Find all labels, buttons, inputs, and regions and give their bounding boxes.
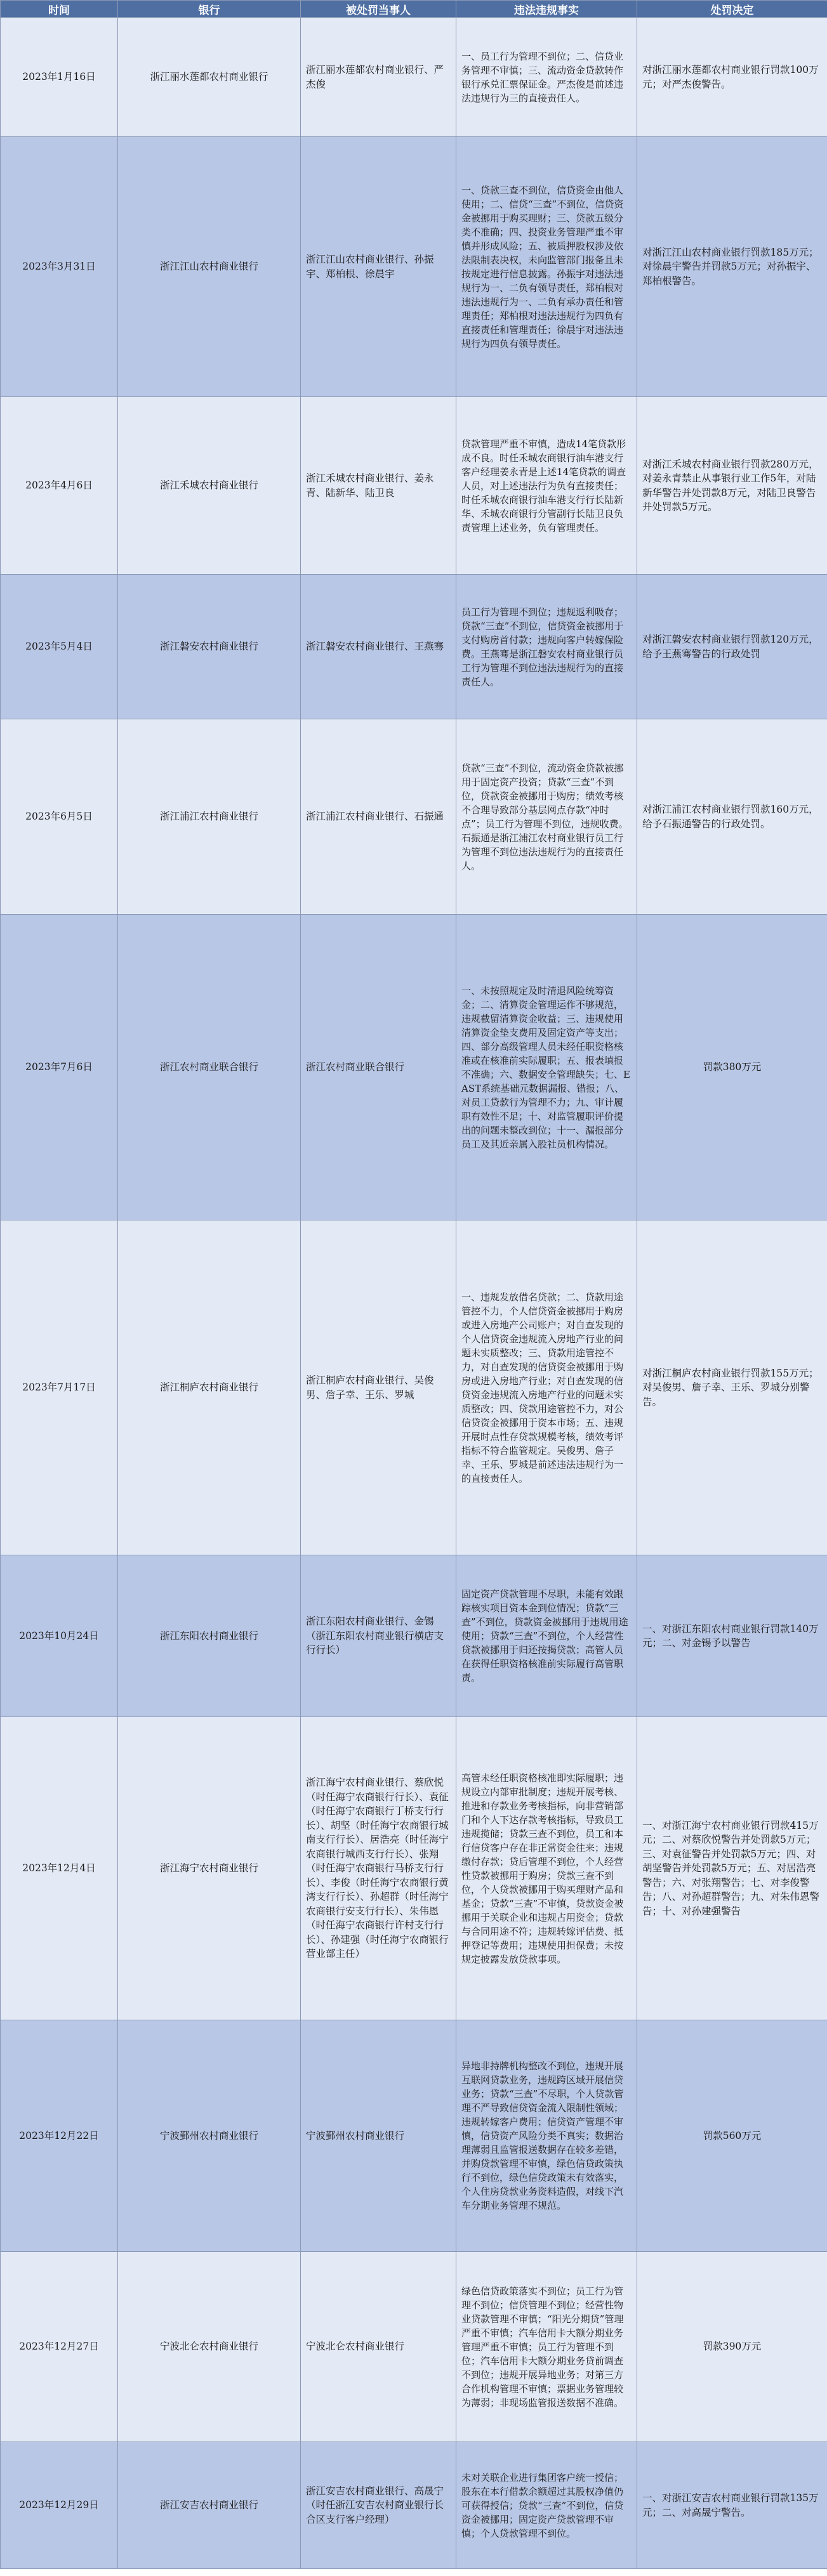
cell-date: 2023年12月4日 <box>1 1717 118 2020</box>
header-bank: 银行 <box>118 1 301 18</box>
header-facts: 违法违规事实 <box>456 1 637 18</box>
cell-party: 浙江禾城农村商业银行、姜永青、陆新华、陆卫良 <box>301 397 456 575</box>
cell-decision: 对浙江禾城农村商业银行罚款280万元，对姜永青禁止从事银行业工作5年，对陆新华警告并处罚款8万元，对陆卫良警告并处罚款5万元。 <box>637 397 827 575</box>
cell-party: 浙江农村商业联合银行 <box>301 915 456 1220</box>
header-decision: 处罚决定 <box>637 1 827 18</box>
cell-date: 2023年7月17日 <box>1 1220 118 1555</box>
table-header <box>1 1 827 18</box>
cell-bank: 浙江浦江农村商业银行 <box>118 719 301 915</box>
cell-date: 2023年10月24日 <box>1 1555 118 1717</box>
cell-facts: 未对关联企业进行集团客户统一授信；股东在本行借款余额超过其股权净值仍可获得授信；贷款“三查”不到位，信贷资金被挪用；固定资产贷款管理不审慎；个人贷款管理不到位。 <box>456 2442 637 2569</box>
cell-decision: 一、对浙江安吉农村商业银行罚款135万元；二、对高晟宁警告。 <box>637 2442 827 2569</box>
cell-date: 2023年12月27日 <box>1 2252 118 2442</box>
cell-bank: 浙江磐安农村商业银行 <box>118 575 301 719</box>
cell-party: 浙江安吉农村商业银行、高晟宁（时任浙江安吉农村商业银行长合区支行客户经理） <box>301 2442 456 2569</box>
cell-facts: 贷款“三查”不到位，流动资金贷款被挪用于固定资产投资；贷款“三查”不到位，贷款资金被挪用于购房；绩效考核不合理导致部分基层网点存款“冲时点”；员工行为管理不到位，违规收费。石振通是浙江浦江农村商业银行员工行为管理不到位违法违规行为的直接责任人。 <box>456 719 637 915</box>
cell-party: 浙江丽水莲都农村商业银行、严杰俊 <box>301 18 456 137</box>
cell-bank: 浙江安吉农村商业银行 <box>118 2442 301 2569</box>
cell-bank: 宁波鄞州农村商业银行 <box>118 2020 301 2252</box>
header-party: 被处罚当事人 <box>301 1 456 18</box>
cell-facts: 绿色信贷政策落实不到位；员工行为管理不到位；信贷管理不到位；经营性物业贷款管理不审慎；“阳光分期贷”管理严重不审慎；汽车信用卡大额分期业务管理严重不审慎；员工行为管理不到位；汽车信用卡大额分期业务贷前调查不到位；违规开展异地业务；对第三方合作机构管理不审慎；票据业务管理较为薄弱；非现场监管报送数据不准确。 <box>456 2252 637 2442</box>
cell-decision: 一、对浙江东阳农村商业银行罚款140万元；二、对金锡予以警告 <box>637 1555 827 1717</box>
cell-facts: 一、违规发放借名贷款；二、贷款用途管控不力，个人信贷资金被挪用于购房或进入房地产公司账户；对自查发现的个人信贷资金违规流入房地产行业的问题未实质整改；三、贷款用途管控不力，对自查发现的信贷资金被挪用于购房或进入房地产行业；对自查发现的信贷资金违规流入房地产行业的问题未实质整改；四、贷款用途管控不力，对公信贷资金被挪用于资本市场；五、违规开展时点性存贷款规模考核，绩效考评指标不符合监管规定。吴俊男、詹子幸、王乐、罗城是前述违法违规行为一的直接责任人。 <box>456 1220 637 1555</box>
cell-facts: 一、未按照规定及时清退风险统筹资金；二、清算资金管理运作不够规范，违规截留清算资金收益；三、违规使用清算资金垫支费用及固定资产等支出；四、部分高级管理人员未经任职资格核准或在核准前实际履职；五、报表填报不准确；六、数据安全管理缺失；七、EAST系统基础元数据漏报、错报；八、对员工贷款行为管理不力；九、审计履职有效性不足；十、对监管履职评价提出的问题未整改到位；十一、漏报部分员工及其近亲属入股社员机构情况。 <box>456 915 637 1220</box>
cell-date: 2023年5月4日 <box>1 575 118 719</box>
cell-date: 2023年12月29日 <box>1 2442 118 2569</box>
cell-bank: 浙江农村商业联合银行 <box>118 915 301 1220</box>
cell-party: 浙江浦江农村商业银行、石振通 <box>301 719 456 915</box>
cell-decision: 对浙江江山农村商业银行罚款185万元；对徐晨宇警告并罚款5万元；对孙振宇、郑柏根警告。 <box>637 137 827 397</box>
cell-decision: 对浙江磐安农村商业银行罚款120万元，给予王燕骞警告的行政处罚 <box>637 575 827 719</box>
cell-decision: 罚款560万元 <box>637 2020 827 2252</box>
cell-party: 浙江磐安农村商业银行、王燕骞 <box>301 575 456 719</box>
cell-decision: 对浙江丽水莲都农村商业银行罚款100万元；对严杰俊警告。 <box>637 18 827 137</box>
cell-party: 浙江东阳农村商业银行、金锡（浙江东阳农村商业银行横店支行行长） <box>301 1555 456 1717</box>
cell-decision: 罚款390万元 <box>637 2252 827 2442</box>
table-row <box>1 1555 827 1717</box>
cell-facts: 员工行为管理不到位；违规返利吸存；贷款“三查”不到位，信贷资金被挪用于支付购房首付款；违规向客户转嫁保险费。王燕骞是浙江磐安农村商业银行员工行为管理不到位违法违规行为的直接责任人。 <box>456 575 637 719</box>
cell-facts: 一、贷款三查不到位，信贷资金由他人使用；二、信贷“三查”不到位，信贷资金被挪用于购买理财；三、贷款五级分类不准确；四、投资业务管理严重不审慎并形成风险；五、被质押股权涉及依法限制表决权，未向监管部门报备且未按规定进行信息披露。孙振宇对违法违规行为一、二负有领导责任，郑柏根对违法违规行为一、二负有承办责任和管理责任；郑柏根对违法违规行为四负有直接责任和管理责任；徐晨宇对违法违规行为四负有领导责任。 <box>456 137 637 397</box>
table-row <box>1 2442 827 2569</box>
cell-date: 2023年6月5日 <box>1 719 118 915</box>
table-body <box>1 18 827 2569</box>
table-row <box>1 915 827 1220</box>
cell-date: 2023年12月22日 <box>1 2020 118 2252</box>
cell-decision: 对浙江桐庐农村商业银行罚款155万元；对吴俊男、詹子幸、王乐、罗城分别警告。 <box>637 1220 827 1555</box>
table-row <box>1 18 827 137</box>
cell-date: 2023年7月6日 <box>1 915 118 1220</box>
cell-facts: 异地非持牌机构整改不到位，违规开展互联网贷款业务，违规跨区域开展信贷业务；贷款“三查”不尽职，个人贷款管理不严导致信贷资金流入限制性领域；违规转嫁客户费用；信贷资产管理不审慎，信贷资产风险分类不真实；数据治理薄弱且监管报送数据存在较多差错，并购贷款管理不审慎，绿色信贷政策执行不到位，绿色信贷政策未有效落实，个人住房贷款业务资料造假，对线下汽车分期业务管理不规范。 <box>456 2020 637 2252</box>
cell-bank: 浙江丽水莲都农村商业银行 <box>118 18 301 137</box>
cell-party: 宁波北仑农村商业银行 <box>301 2252 456 2442</box>
cell-date: 2023年3月31日 <box>1 137 118 397</box>
table-row <box>1 2252 827 2442</box>
table-row <box>1 2020 827 2252</box>
cell-bank: 浙江东阳农村商业银行 <box>118 1555 301 1717</box>
header-row <box>1 1 827 18</box>
cell-bank: 浙江江山农村商业银行 <box>118 137 301 397</box>
cell-decision: 对浙江浦江农村商业银行罚款160万元，给予石振通警告的行政处罚。 <box>637 719 827 915</box>
table-row <box>1 719 827 915</box>
table-row <box>1 137 827 397</box>
cell-party: 浙江江山农村商业银行、孙振宇、郑柏根、徐晨宇 <box>301 137 456 397</box>
cell-facts: 高管未经任职资格核准即实际履职；违规设立内部审批制度；违规开展考核、推进和存款业务考核指标，向非营销部门和个人下达存款考核指标，导致员工违规揽储；贷款三查不到位，员工和本行信贷客户存在非正常资金往来；违规缴付存款；贷后管理不到位，个人经营性贷款被挪用于购房；贷款三查不到位，个人贷款被挪用于购买理财产品和基金；贷款“三查”不审慎，贷款资金被挪用于关联企业和违规占用资金；贷款与合同用途不符；违规转嫁评估费、抵押登记等费用；违规使用担保费；未按规定披露发放贷款事项。 <box>456 1717 637 2020</box>
table-row <box>1 575 827 719</box>
cell-date: 2023年4月6日 <box>1 397 118 575</box>
cell-party: 浙江桐庐农村商业银行、吴俊男、詹子幸、王乐、罗城 <box>301 1220 456 1555</box>
cell-party: 浙江海宁农村商业银行、蔡欣悦（时任海宁农商银行行长）、袁征（时任海宁农商银行丁桥支行行长）、胡坚（时任海宁农商银行城南支行行长）、居浩亮（时任海宁农商银行城西支行行长）、张翔（时任海宁农商银行马桥支行行长）、李俊（时任海宁农商银行黄湾支行行长）、孙超群（时任海宁农商银行安支行行长）、朱伟恩（时任海宁农商银行许村支行行长）、孙建强（时任海宁农商银行营业部主任） <box>301 1717 456 2020</box>
header-date: 时间 <box>1 1 118 18</box>
cell-facts: 固定资产贷款管理不尽职，未能有效跟踪核实项目资本金到位情况；贷款“三查”不到位，贷款资金被挪用于违规用途使用；贷款“三查”不到位，个人经营性贷款被挪用于归还按揭贷款；高管人员在获得任职资格核准前实际履行高管职责。 <box>456 1555 637 1717</box>
cell-party: 宁波鄞州农村商业银行 <box>301 2020 456 2252</box>
cell-date: 2023年1月16日 <box>1 18 118 137</box>
cell-bank: 浙江桐庐农村商业银行 <box>118 1220 301 1555</box>
cell-facts: 一、员工行为管理不到位；二、信贷业务管理不审慎；三、流动资金贷款转作银行承兑汇票保证金。严杰俊是前述违法违规行为三的直接责任人。 <box>456 18 637 137</box>
cell-bank: 浙江海宁农村商业银行 <box>118 1717 301 2020</box>
cell-decision: 一、对浙江海宁农村商业银行罚款415万元；二、对蔡欣悦警告并处罚款5万元；三、对袁征警告并处罚款5万元；四、对胡坚警告并处罚款5万元；五、对居浩亮警告；六、对张翔警告；七、对李俊警告；八、对孙超群警告；九、对朱伟恩警告；十、对孙建强警告 <box>637 1717 827 2020</box>
cell-bank: 浙江禾城农村商业银行 <box>118 397 301 575</box>
cell-facts: 贷款管理严重不审慎，造成14笔贷款形成不良。时任禾城农商银行油车港支行客户经理姜永青是上述14笔贷款的调查人员，对上述违法行为负有直接责任；时任禾城农商银行油车港支行行长陆新华、禾城农商银行分管副行长陆卫良负责管理上述业务，负有管理责任。 <box>456 397 637 575</box>
table-row <box>1 1717 827 2020</box>
cell-decision: 罚款380万元 <box>637 915 827 1220</box>
table-row <box>1 397 827 575</box>
table-row <box>1 1220 827 1555</box>
cell-bank: 宁波北仑农村商业银行 <box>118 2252 301 2442</box>
